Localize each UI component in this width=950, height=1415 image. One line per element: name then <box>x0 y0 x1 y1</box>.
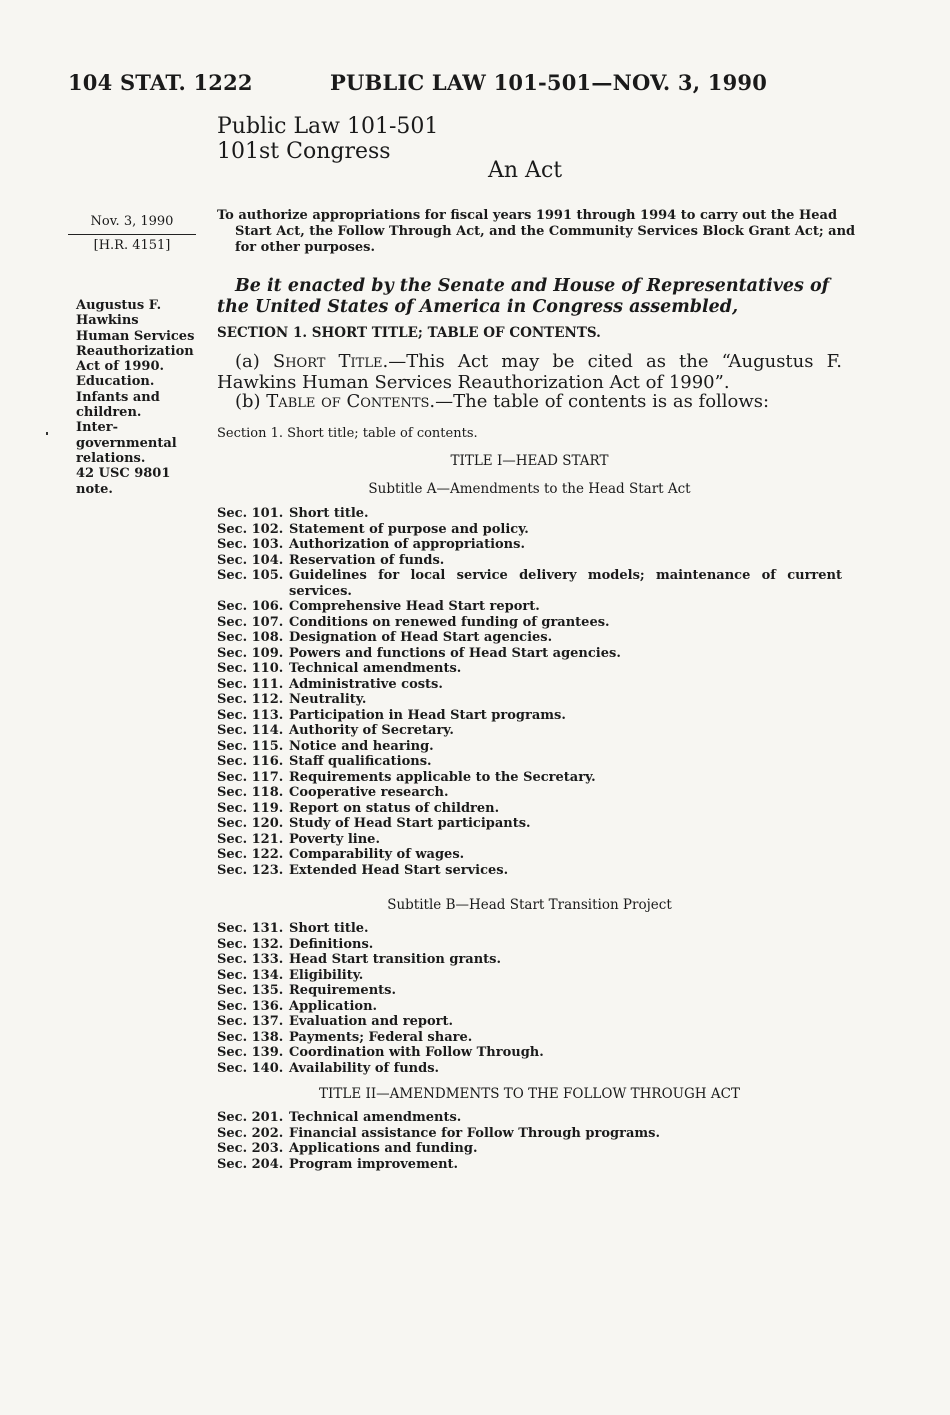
section-heading: SECTION 1. SHORT TITLE; TABLE OF CONTENTS. <box>217 325 601 341</box>
toc-entry-number: Sec. 108. <box>217 630 284 645</box>
toc-entry-number: Sec. 203. <box>217 1141 284 1156</box>
toc-entry-title: Authorization of appropriations. <box>289 537 525 552</box>
toc-subtitle-b-list <box>217 921 842 1076</box>
paragraph-label: (a) <box>235 351 273 372</box>
toc-entry <box>217 937 842 953</box>
toc-entry <box>217 847 842 863</box>
paragraph-label: (b) <box>235 391 267 412</box>
toc-entry <box>217 537 842 553</box>
toc-title-2-list <box>217 1110 842 1172</box>
toc-entry-number: Sec. 201. <box>217 1110 284 1125</box>
toc-subtitle-a-heading: Subtitle A—Amendments to the Head Start Act <box>368 481 691 497</box>
toc-entry-title: Designation of Head Start agencies. <box>289 630 553 645</box>
toc-entry <box>217 1014 842 1030</box>
toc-entry-title: Payments; Federal share. <box>289 1029 473 1045</box>
toc-entry-title: Program improvement. <box>289 1156 459 1172</box>
toc-entry-title: Eligibility. <box>289 967 364 983</box>
toc-entry <box>217 646 842 662</box>
toc-entry-number: Sec. 136. <box>217 998 284 1014</box>
toc-title-1-heading: TITLE I—HEAD START <box>450 453 609 469</box>
toc-entry <box>217 1110 842 1126</box>
toc-entry <box>217 1030 842 1046</box>
toc-entry-title: Administrative costs. <box>289 676 443 692</box>
margin-note-line: governmental <box>76 435 177 451</box>
toc-title-2-heading: TITLE II—AMENDMENTS TO THE FOLLOW THROUGH ACT <box>319 1086 740 1102</box>
toc-entry-title: Notice and hearing. <box>289 738 434 754</box>
toc-entry <box>217 708 842 724</box>
toc-entry-title: Extended Head Start services. <box>289 862 509 878</box>
toc-entry <box>217 522 842 538</box>
toc-entry-title: Authority of Secretary. <box>289 723 454 738</box>
paragraph-text: .—This Act may be cited as the “Augustus F. Hawkins Human Services Reauthorization Act of 1990”. <box>217 351 842 393</box>
toc-entry-title: Participation in Head Start programs. <box>289 707 566 723</box>
toc-entry <box>217 739 842 755</box>
toc-entry-number: Sec. 118. <box>217 785 284 800</box>
toc-entry <box>217 770 842 786</box>
toc-entry-title: Financial assistance for Follow Through programs. <box>289 1125 660 1141</box>
margin-note-line: Reauthorization <box>76 343 194 359</box>
toc-entry-title: Requirements. <box>289 983 397 998</box>
margin-note-line: children. <box>76 405 142 421</box>
paragraph-caps-heading: Short Title <box>272 351 383 372</box>
toc-entry-number: Sec. 122. <box>217 847 284 862</box>
law-title-block <box>217 114 438 164</box>
toc-entry-title: Reservation of funds. <box>289 552 445 568</box>
toc-entry <box>217 615 842 631</box>
toc-entry-title: Comprehensive Head Start report. <box>289 599 540 614</box>
toc-entry-number: Sec. 204. <box>217 1156 284 1172</box>
margin-date: Nov. 3, 1990 <box>90 214 174 229</box>
toc-entry-number: Sec. 131. <box>217 921 284 936</box>
toc-entry <box>217 1141 842 1157</box>
margin-note-line: note. <box>76 481 113 497</box>
toc-entry-number: Sec. 133. <box>217 952 284 967</box>
margin-divider <box>68 234 196 235</box>
toc-entry <box>217 630 842 646</box>
paragraph-caps-heading: Table of Contents <box>266 391 430 412</box>
toc-entry <box>217 568 842 599</box>
scan-speck <box>46 432 48 435</box>
margin-note-line: Infants and <box>76 389 160 405</box>
toc-entry-number: Sec. 111. <box>217 676 284 692</box>
toc-entry-number: Sec. 109. <box>217 645 284 661</box>
toc-entry <box>217 1061 842 1077</box>
margin-note-line: Augustus F. <box>76 298 162 313</box>
paragraph-short-title <box>217 351 842 393</box>
toc-entry-title: Short title. <box>289 506 369 521</box>
toc-entry-number: Sec. 104. <box>217 552 284 568</box>
margin-note-line: Inter- <box>76 420 119 436</box>
toc-entry-title: Cooperative research. <box>289 785 449 800</box>
toc-entry <box>217 1157 842 1173</box>
toc-entry <box>217 999 842 1015</box>
toc-entry-title: Evaluation and report. <box>289 1014 454 1029</box>
long-title-purpose: To authorize appropriations for fiscal years 1991 through 1994 to carry out the Head Start Act, the Follow Through Act, and the Community Services Block Grant Act; and for other purposes. <box>217 208 856 255</box>
toc-entry <box>217 983 842 999</box>
toc-entry <box>217 952 842 968</box>
toc-entry-title: Technical amendments. <box>289 661 462 676</box>
toc-entry <box>217 506 842 522</box>
toc-entry-title: Requirements applicable to the Secretary. <box>289 769 596 785</box>
toc-entry-number: Sec. 115. <box>217 738 284 754</box>
toc-entry-title: Short title. <box>289 921 369 936</box>
toc-entry-title: Study of Head Start participants. <box>289 816 531 831</box>
toc-entry-number: Sec. 113. <box>217 707 284 723</box>
toc-entry-title: Report on status of children. <box>289 800 500 816</box>
toc-entry-title: Coordination with Follow Through. <box>289 1045 544 1060</box>
toc-entry-number: Sec. 106. <box>217 599 284 614</box>
toc-entry-number: Sec. 116. <box>217 754 284 769</box>
page-stat-number: 104 STAT. 1222 <box>68 70 253 95</box>
toc-entry-number: Sec. 132. <box>217 936 284 952</box>
toc-entry <box>217 1045 842 1061</box>
margin-notes <box>76 298 201 497</box>
toc-entry <box>217 599 842 615</box>
toc-entry <box>217 785 842 801</box>
margin-note-line: Education. <box>76 374 155 390</box>
toc-entry <box>217 661 842 677</box>
margin-note-line: Human Services <box>76 328 195 344</box>
toc-entry-number: Sec. 137. <box>217 1014 284 1029</box>
toc-entry <box>217 692 842 708</box>
toc-entry <box>217 801 842 817</box>
public-law-number: Public Law 101-501 <box>217 114 439 139</box>
toc-entry-title: Applications and funding. <box>289 1141 478 1156</box>
toc-entry-title: Definitions. <box>289 936 374 952</box>
toc-entry-title: Conditions on renewed funding of grantees. <box>289 614 610 630</box>
toc-entry-title: Head Start transition grants. <box>289 952 502 967</box>
toc-entry <box>217 677 842 693</box>
congress-number: 101st Congress <box>217 139 391 164</box>
toc-subtitle-a-list <box>217 506 842 878</box>
toc-entry <box>217 553 842 569</box>
toc-entry-title: Neutrality. <box>289 692 367 707</box>
toc-entry-number: Sec. 138. <box>217 1029 284 1045</box>
toc-entry-number: Sec. 102. <box>217 521 284 537</box>
margin-note-line: Hawkins <box>76 313 139 329</box>
toc-entry-title: Technical amendments. <box>289 1110 462 1125</box>
margin-note-line: Act of 1990. <box>76 359 165 375</box>
running-header: PUBLIC LAW 101-501—NOV. 3, 1990 <box>330 70 768 95</box>
toc-entry-number: Sec. 114. <box>217 723 284 738</box>
toc-entry-number: Sec. 140. <box>217 1060 284 1076</box>
toc-entry <box>217 832 842 848</box>
toc-entry-title: Comparability of wages. <box>289 847 465 862</box>
toc-subtitle-b-heading: Subtitle B—Head Start Transition Project <box>387 897 672 913</box>
toc-entry-number: Sec. 103. <box>217 537 284 552</box>
toc-entry-number: Sec. 139. <box>217 1045 284 1060</box>
toc-entry-title: Availability of funds. <box>289 1060 440 1076</box>
toc-entry-number: Sec. 135. <box>217 983 284 998</box>
toc-entry <box>217 816 842 832</box>
margin-bill-number: [H.R. 4151] <box>93 238 171 253</box>
toc-entry-number: Sec. 119. <box>217 800 284 816</box>
toc-entry-title: Guidelines for local service delivery models; maintenance of current services. <box>289 568 842 599</box>
toc-entry-number: Sec. 120. <box>217 816 284 831</box>
margin-note-line: relations. <box>76 450 146 466</box>
toc-entry <box>217 1126 842 1142</box>
toc-entry-number: Sec. 117. <box>217 769 284 785</box>
toc-entry <box>217 754 842 770</box>
toc-entry <box>217 968 842 984</box>
toc-entry-number: Sec. 105. <box>217 568 284 583</box>
paragraph-table-of-contents <box>217 391 842 412</box>
toc-section-1: Section 1. Short title; table of contents. <box>217 426 478 441</box>
toc-entry-number: Sec. 202. <box>217 1125 284 1141</box>
toc-entry-number: Sec. 112. <box>217 692 284 707</box>
toc-entry-title: Staff qualifications. <box>289 754 432 769</box>
toc-entry-number: Sec. 107. <box>217 614 284 630</box>
toc-entry-number: Sec. 101. <box>217 506 284 521</box>
toc-entry <box>217 863 842 879</box>
toc-entry <box>217 921 842 937</box>
enacting-clause: Be it enacted by the Senate and House of Representatives of the United States of America in Congress assembled, <box>217 276 830 317</box>
toc-entry-title: Powers and functions of Head Start agencies. <box>289 645 621 661</box>
toc-entry-number: Sec. 121. <box>217 831 284 847</box>
an-act-label: An Act <box>488 158 563 183</box>
toc-entry-number: Sec. 134. <box>217 967 284 983</box>
toc-entry-number: Sec. 110. <box>217 661 284 676</box>
toc-entry-title: Poverty line. <box>289 831 380 847</box>
toc-entry-title: Statement of purpose and policy. <box>289 521 529 537</box>
toc-entry-title: Application. <box>289 998 378 1014</box>
margin-note-line: 42 USC 9801 <box>76 466 171 482</box>
paragraph-text: .—The table of contents is as follows: <box>429 391 770 412</box>
toc-entry <box>217 723 842 739</box>
toc-entry-number: Sec. 123. <box>217 862 284 878</box>
